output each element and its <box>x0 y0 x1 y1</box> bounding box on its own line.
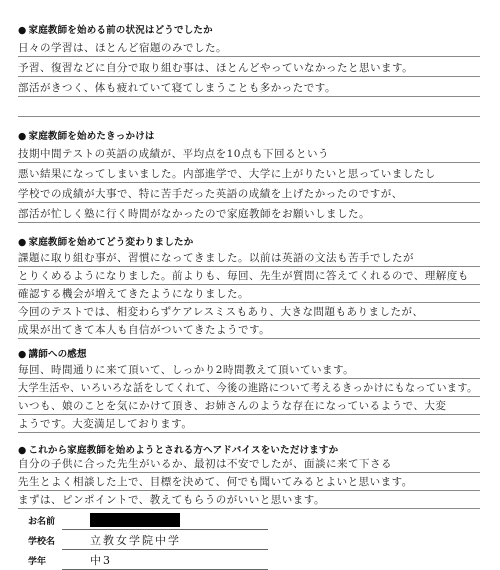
section-reason-to-start <box>18 128 480 226</box>
bullet-icon: ● <box>18 237 27 248</box>
bullet-icon: ● <box>18 25 27 36</box>
answer-line: 学校での成績が大事で、特に苦手だった英語の成績を上げたかったのですが、 <box>18 188 403 200</box>
heading-text: 家庭教師を始める前の状況はどうでしたか <box>28 25 213 36</box>
answer-rule <box>18 396 480 397</box>
answer-rule <box>18 56 480 57</box>
school-value: 立教女学院中学 <box>90 534 181 547</box>
answer-line: 確認する機会が増えてきたようになりました。 <box>18 288 249 300</box>
answer-line: 悪い結果になってしまいました。内部進学で、大学に上がりたいと思っていましたし <box>18 168 436 180</box>
grade-value: 中3 <box>90 554 112 567</box>
grade-label: 学年 <box>28 557 47 567</box>
answer-line: 部活がきつく、体も疲れていて寝てしまうことも多かったです。 <box>18 82 336 94</box>
answer-rule <box>18 182 480 183</box>
answer-line: 自分の子供に合った先生がいるか、最初は不安でしたが、面談に来て下さる <box>18 458 392 470</box>
answer-line: 先生とよく相談した上で、目標を決めて、何でも聞いてみるとよいと思います。 <box>18 476 413 488</box>
answer-line: 成果が出てきて本人も自信がついてきたようです。 <box>18 324 271 336</box>
section-heading <box>18 234 193 248</box>
answer-line: 大学生活や、いろいろな話をしてくれて、今後の進路について考えるきっかけにもなっています。 <box>18 382 478 394</box>
heading-text: 家庭教師を始めたきっかけは <box>28 131 155 142</box>
section-heading <box>18 346 87 360</box>
heading-text: 講師への感想 <box>28 349 87 360</box>
answer-rule <box>18 76 480 77</box>
section-heading <box>18 442 338 456</box>
answer-rule <box>18 508 480 509</box>
heading-text: 家庭教師を始めてどう変わりましたか <box>28 237 194 248</box>
answer-line: ようです。大変満足しております。 <box>18 418 193 430</box>
grade-row <box>28 550 268 570</box>
answer-rule <box>18 96 480 97</box>
answer-rule <box>18 222 480 223</box>
answer-rule <box>18 202 480 203</box>
answer-line: まずは、ピンポイントで、教えてもらうのがいいと思います。 <box>18 494 325 506</box>
answer-line: とりくめるようになりました。前よりも、毎回、先生が質問に答えてくれるので、理解度も <box>18 270 469 282</box>
answer-line: いつも、娘のことを気にかけて頂き、お姉さんのような存在になっているようで、大変 <box>18 400 447 412</box>
redacted-name <box>90 513 180 527</box>
answer-rule <box>18 378 480 379</box>
answer-rule <box>18 432 480 433</box>
section-changes <box>18 234 480 338</box>
school-row <box>28 530 268 550</box>
answer-line: 今回のテストでは、相変わらずケアレスミスもあり、大きな問題もありましたが、 <box>18 306 424 318</box>
answer-rule <box>18 320 480 321</box>
section-heading <box>18 22 213 36</box>
answer-rule <box>18 490 480 491</box>
section-heading <box>18 128 155 142</box>
answer-line: 部活が忙しく塾に行く時間がなかったので家庭教師をお願いしました。 <box>18 208 370 220</box>
section-situation-before <box>18 22 480 120</box>
section-advice <box>18 442 480 508</box>
answer-rule <box>18 162 480 163</box>
answer-line: 技期中間テストの英語の成績が、平均点を10点も下回るという <box>18 148 329 160</box>
answer-rule <box>18 338 480 339</box>
answer-rule <box>18 116 480 117</box>
answer-line: 予習、復習などに自分で取り組む事は、ほとんどやっていなかったと思います。 <box>18 62 414 74</box>
answer-rule <box>18 414 480 415</box>
answer-line: 課題に取り組む事が、習慣になってきました。以前は英語の文法も苦手でしたが <box>18 252 414 264</box>
answer-line: 日々の学習は、ほとんど宿題のみでした。 <box>18 42 227 54</box>
section-tutor-impression <box>18 346 480 434</box>
answer-rule <box>18 302 480 303</box>
bullet-icon: ● <box>18 445 27 456</box>
school-label: 学校名 <box>28 537 56 547</box>
heading-text: これから家庭教師を始めようとされる方へアドバイスをいただけますか <box>28 445 339 456</box>
bullet-icon: ● <box>18 131 27 142</box>
answer-rule <box>18 472 480 473</box>
bullet-icon: ● <box>18 349 27 360</box>
answer-rule <box>18 284 480 285</box>
answer-rule <box>18 266 480 267</box>
name-row <box>28 510 268 530</box>
answer-line: 毎回、時間通りに来て頂いて、しっかり2時間教えて頂いています。 <box>18 364 355 376</box>
name-label: お名前 <box>28 517 56 527</box>
